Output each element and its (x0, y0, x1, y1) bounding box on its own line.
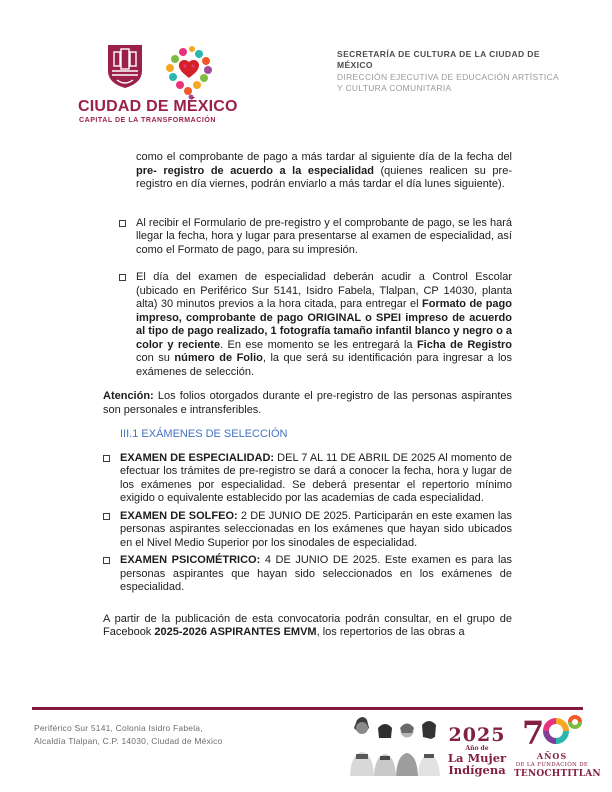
list-item-text: EXAMEN DE ESPECIALIDAD: DEL 7 AL 11 DE ABRIL DE 2025 Al momento de efectuar los trámites de pre-registro se dará a conocer la fecha, hora y lugar de los exámenes por especialidad. Se deberá presentar el repertorio mínimo exigido o equivalente establecido por las academias de cada especialidad. (120, 451, 512, 504)
intro-paragraph: como el comprobante de pago a más tardar al siguiente día de la fecha del pre- registro de acuerdo a la especialidad (quienes realicen su pre-registro en día viernes, podrán enviarlo a más tardar el día lunes siguiente). (136, 151, 512, 190)
woman-figure-icon (418, 721, 440, 776)
bullet-square-icon (103, 557, 110, 564)
list-item-text: Al recibir el Formulario de pre-registro y el comprobante de pago, se les hará llegar la fecha, hora y lugar para presentarse al examen de especialidad, así como el Formato de pago, para su impresión. (136, 216, 512, 256)
attention-paragraph: Atención: Los folios otorgados durante el pre-registro de las personas aspirantes son personales e intransferibles. (103, 390, 512, 416)
floral-emblem-icon (166, 46, 212, 100)
org-direccion-line: DIRECCIÓN EJECUTIVA DE EDUCACIÓN ARTÍSTICA Y CULTURA COMUNITARIA (337, 72, 559, 93)
logo-subtitle: CAPITAL DE LA TRANSFORMACIÓN (79, 117, 216, 124)
badge-tenochtitlan: TENOCHTITLAN (514, 769, 601, 779)
address-line-2: Alcaldía Tlalpan, C.P. 14030, Ciudad de México (34, 736, 223, 746)
bullet-square-icon (103, 455, 110, 462)
badge-fundacion: DE LA FUNDACIÓN DE (515, 762, 589, 768)
tenochtitlan-700-badge (514, 714, 601, 779)
svg-text:7: 7 (522, 714, 545, 748)
list-item (120, 510, 512, 551)
list-item (136, 217, 512, 258)
org-header (337, 49, 565, 94)
woman-figure-icon (396, 724, 418, 777)
closing-paragraph: A partir de la publicación de esta convocatoria podrán consultar, en el grupo de Facebook 2025-2026 ASPIRANTES EMVM, los repertorios de las obras a (103, 612, 512, 638)
list-item-text: El día del examen de especialidad deberán acudir a Control Escolar (ubicado en Periférico Sur 5141, Isidro Fabela, Tlalpan, CP 14030, planta alta) 30 minutos previos a la hora citada, para entregar el Formato de pago impreso, comprobante de pago ORIGINAL o SPEI impreso de acuerdo al tipo de pago realizado, 1 fotografía tamaño infantil blanco y negro o a color y reciente. En ese momento se les entregará la Ficha de Registro con su número de Folio, la que será su identificación para ingresar a los exámenes de selección. (136, 271, 513, 378)
woman-figure-icon (350, 717, 374, 776)
footer-address (34, 722, 222, 748)
badge-indigena: Indígena (448, 763, 506, 777)
footer-divider (32, 707, 583, 710)
list-item-text: EXAMEN PSICOMÉTRICO: 4 DE JUNIO DE 2025. Este examen es para las personas aspirantes que hayan sido seleccionados en los exámenes de especialidad. (120, 554, 512, 593)
bullet-square-icon (119, 220, 126, 227)
badge-la-mujer: La Mujer (447, 751, 507, 765)
badge-year: 2025 (448, 724, 506, 746)
document-body (0, 151, 612, 640)
list-item (120, 452, 512, 506)
bullet-square-icon (119, 274, 126, 281)
700-logo-icon (520, 714, 584, 748)
indigenous-women-photo (347, 716, 443, 781)
list-item-text: EXAMEN DE SOLFEO: 2 DE JUNIO DE 2025. Participarán en este examen las personas aspirantes seleccionadas en los exámenes que hayan sido ubicados en el Nivel Medio Superior por los sinodales de especialidad. (120, 509, 512, 549)
badge-ano-de: Año de (465, 745, 489, 752)
logo-title: CIUDAD DE MÉXICO (78, 98, 238, 115)
list-item (136, 271, 512, 379)
bullet-square-icon (103, 513, 110, 520)
page-header (0, 0, 612, 150)
badge-anios: AÑOS (536, 751, 568, 761)
org-secretaria-line: SECRETARÍA DE CULTURA DE LA CIUDAD DE MÉXICO (337, 49, 540, 70)
list-item (120, 554, 512, 595)
woman-figure-icon (374, 724, 396, 776)
shield-icon (108, 45, 142, 88)
address-line-1: Periférico Sur 5141, Colonia Isidro Fabela, (34, 723, 203, 733)
section-heading: III.1 EXÁMENES DE SELECCIÓN (120, 428, 288, 440)
year-2025-badge (441, 726, 513, 776)
